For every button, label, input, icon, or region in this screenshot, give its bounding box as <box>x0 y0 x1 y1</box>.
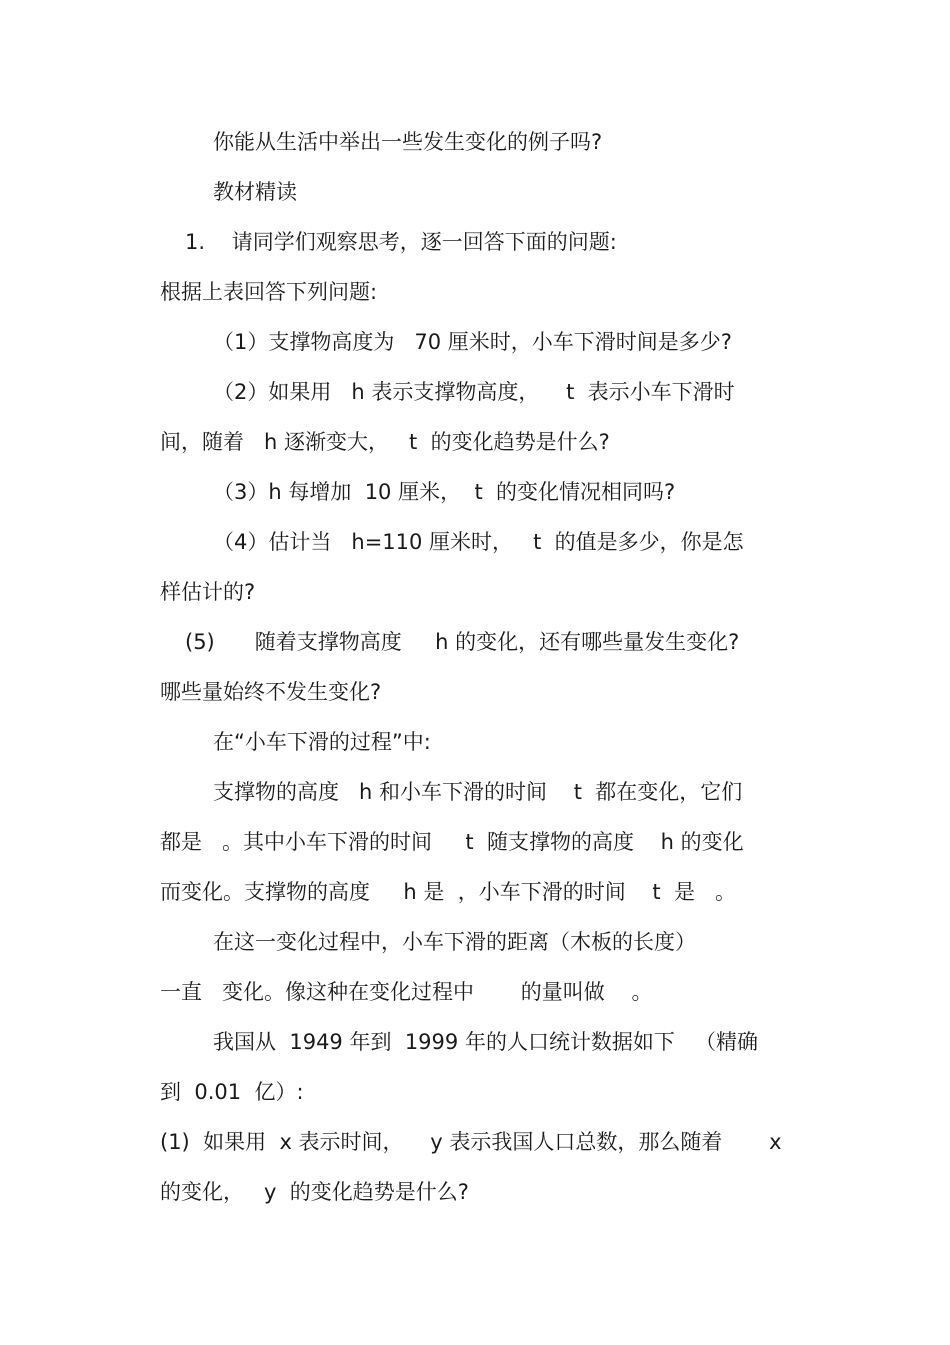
section-heading: 教材精读 <box>213 180 297 204</box>
task-1: 1. 请同学们观察思考，逐一回答下面的问题: <box>185 230 617 254</box>
population-intro-line-1: 我国从 1949 年到 1999 年的人口统计数据如下 （精确 <box>213 1030 758 1054</box>
question-4-line-2: 样估计的? <box>160 580 256 604</box>
population-question-line-2: 的变化， y 的变化趋势是什么? <box>160 1180 469 1204</box>
fill-blank-line-1: 支撑物的高度 h 和小车下滑的时间 t 都在变化，它们 <box>213 780 743 804</box>
process-heading: 在“小车下滑的过程”中: <box>213 730 431 754</box>
fill-blank-line-2: 都是 。其中小车下滑的时间 t 随支撑物的高度 h 的变化 <box>160 830 744 854</box>
question-5-line-2: 哪些量始终不发生变化? <box>160 680 382 704</box>
question-5-line-1: (5) 随着支撑物高度 h 的变化，还有哪些量发生变化? <box>185 630 740 654</box>
fill-blank-line-3: 而变化。支撑物的高度 h 是 ，小车下滑的时间 t 是 。 <box>160 880 737 904</box>
intro-question: 你能从生活中举出一些发生变化的例子吗? <box>213 130 603 154</box>
table-instruction: 根据上表回答下列问题: <box>160 280 378 304</box>
constant-line-1: 在这一变化过程中，小车下滑的距离（木板的长度） <box>213 930 696 954</box>
population-question-line-1: (1) 如果用 x 表示时间， y 表示我国人口总数，那么随着 x <box>160 1130 782 1154</box>
question-4-line-1: （4）估计当 h=110 厘米时， t 的值是多少，你是怎 <box>213 530 744 554</box>
population-intro-line-2: 到 0.01 亿）: <box>160 1080 304 1104</box>
question-3: （3）h 每增加 10 厘米， t 的变化情况相同吗? <box>213 480 676 504</box>
question-1: （1）支撑物高度为 70 厘米时，小车下滑时间是多少? <box>213 330 732 354</box>
constant-line-2: 一直 变化。像这种在变化过程中 的量叫做 。 <box>160 980 653 1004</box>
question-2-line-2: 间，随着 h 逐渐变大， t 的变化趋势是什么? <box>160 430 610 454</box>
question-2-line-1: （2）如果用 h 表示支撑物高度， t 表示小车下滑时 <box>213 380 735 404</box>
